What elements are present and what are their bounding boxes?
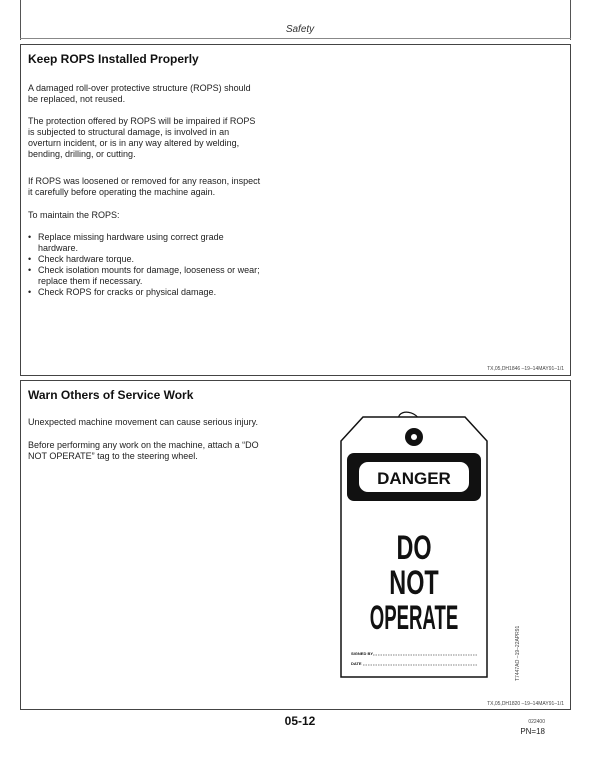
date-label: DATE [351, 661, 362, 666]
section-keep-rops [20, 44, 571, 376]
list-item: • Check hardware torque. [28, 254, 260, 265]
page-number: 05-12 [284, 714, 316, 728]
paragraph: To maintain the ROPS: [28, 210, 120, 220]
pn-label: PN=18 [520, 727, 545, 736]
paragraph: Before performing any work on the machine, attach a “DO NOT OPERATE” tag to the steering wheel. [28, 440, 259, 461]
tag-word-do: DO [396, 528, 432, 568]
section-title: Keep ROPS Installed Properly [28, 52, 199, 66]
paragraph: The protection offered by ROPS will be impaired if ROPS is subjected to structural damage, is involved in an overturn incident, or is in any way altered by welding, bending, drilling, or cutting. [28, 116, 256, 159]
section-title: Warn Others of Service Work [28, 388, 194, 402]
paragraph: A damaged roll-over protective structure (ROPS) should be replaced, not reused. [28, 83, 251, 104]
list-item: • Check isolation mounts for damage, looseness or wear; replace them if necessary. [28, 265, 260, 287]
reference-code: TX,05,DH1820 –19–14MAY91–1/1 [487, 701, 564, 707]
paragraph: Unexpected machine movement can cause serious injury. [28, 417, 258, 427]
header-rule [20, 38, 571, 39]
do-not-operate-tag-illustration [339, 411, 489, 684]
running-header: Safety [285, 24, 315, 35]
maintenance-list [28, 232, 260, 298]
paragraph: If ROPS was loosened or removed for any reason, inspect it carefully before operating the machine again. [28, 176, 261, 197]
list-item: • Replace missing hardware using correct grade hardware. [28, 232, 260, 254]
tag-word-operate: OPERATE [369, 597, 459, 637]
danger-label: DANGER [377, 469, 451, 488]
footer-code: 022400 [528, 719, 545, 725]
section-warn-others [20, 380, 571, 710]
tag-graphic [339, 411, 489, 679]
image-reference: T7447AO –19–22APR91 [515, 625, 521, 681]
reference-code: TX,05,DH1846 –19–14MAY91–1/1 [487, 366, 564, 372]
tag-word-not: NOT [389, 563, 439, 603]
signed-by-label: SIGNED BY [351, 651, 374, 656]
list-item: • Check ROPS for cracks or physical damage. [28, 287, 260, 298]
